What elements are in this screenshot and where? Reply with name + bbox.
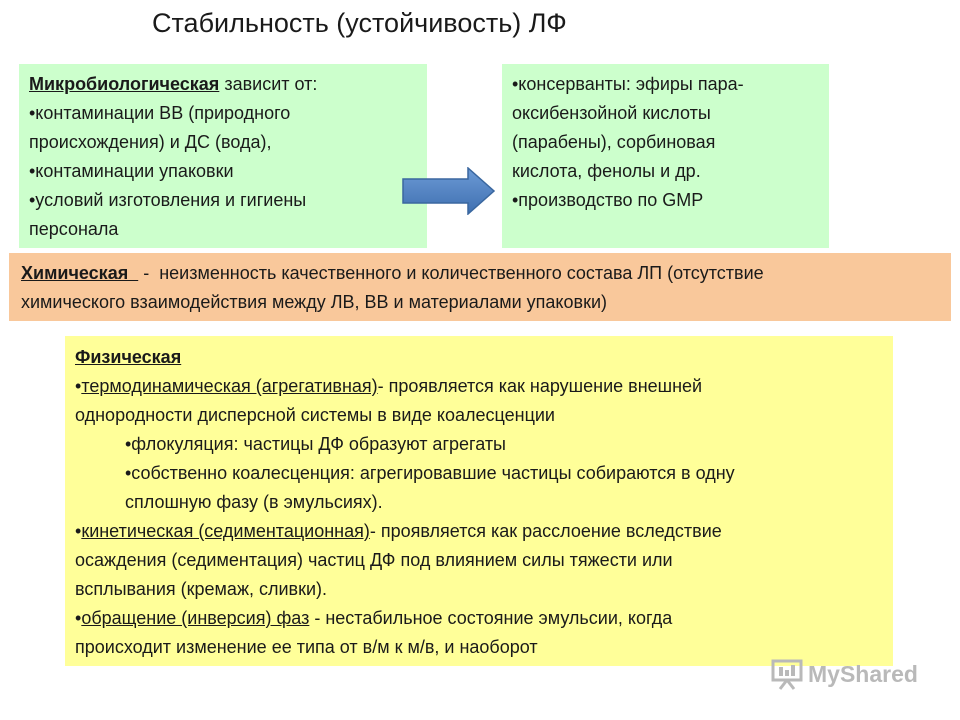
chemical-definition: - неизменность качественного и количественного состава ЛП (отсутствие bbox=[138, 263, 764, 283]
inversion-term: обращение (инверсия) фаз bbox=[81, 608, 310, 628]
preservatives-line: кислота, фенолы и др. bbox=[512, 161, 701, 181]
micro-line: •контаминации упаковки bbox=[29, 161, 234, 181]
chemical-line-2: химического взаимодействия между ЛВ, ВВ и материалами упаковки) bbox=[21, 292, 608, 312]
microbiological-box bbox=[19, 64, 427, 248]
chemical-line-1 bbox=[21, 259, 939, 288]
preservatives-line: оксибензойной кислоты bbox=[512, 103, 711, 123]
micro-heading-suffix: зависит от: bbox=[219, 74, 318, 94]
bullet: • bbox=[75, 521, 82, 541]
physical-heading: Физическая bbox=[75, 347, 182, 367]
bullet: • bbox=[75, 608, 82, 628]
thermo-term: термодинамическая (агрегативная) bbox=[81, 376, 378, 396]
thermo-line-2: однородности дисперсной системы в виде коалесценции bbox=[75, 405, 555, 425]
preservatives-line: •консерванты: эфиры пара- bbox=[512, 74, 744, 94]
preservatives-line: (парабены), сорбиновая bbox=[512, 132, 716, 152]
page-title: Стабильность (устойчивость) ЛФ bbox=[152, 8, 567, 38]
coalescence-line-2: сплошную фазу (в эмульсиях). bbox=[125, 492, 383, 512]
inversion-line-1 bbox=[75, 604, 883, 633]
kinetic-line-2: осаждения (седиментация) частиц ДФ под влиянием силы тяжести или bbox=[75, 550, 673, 570]
thermo-rest: - проявляется как нарушение внешней bbox=[377, 376, 703, 396]
inversion-rest: - нестабильное состояние эмульсии, когда bbox=[309, 608, 673, 628]
kinetic-line-3: всплывания (кремаж, сливки). bbox=[75, 579, 328, 599]
kinetic-rest: - проявляется как расслоение вследствие bbox=[369, 521, 722, 541]
presentation-board-icon bbox=[770, 658, 804, 690]
chemical-heading: Химическая bbox=[21, 263, 139, 283]
micro-heading: Микробиологическая bbox=[29, 74, 220, 94]
chemical-box bbox=[9, 253, 951, 321]
micro-line: происхождения) и ДС (вода), bbox=[29, 132, 272, 152]
coalescence-line-1: •собственно коалесценция: агрегировавшие частицы собираются в одну bbox=[125, 463, 735, 483]
preservatives-line: •производство по GMP bbox=[512, 190, 704, 210]
micro-line: персонала bbox=[29, 219, 119, 239]
kinetic-term: кинетическая (седиментационная) bbox=[81, 521, 370, 541]
physical-heading-line bbox=[75, 343, 883, 372]
inversion-line-2: происходит изменение ее типа от в/м к м/в, и наоборот bbox=[75, 637, 538, 657]
thermo-line-1 bbox=[75, 372, 883, 401]
bullet: • bbox=[75, 376, 82, 396]
micro-line: •условий изготовления и гигиены bbox=[29, 190, 307, 210]
watermark-text: MyShared bbox=[808, 660, 918, 687]
watermark bbox=[770, 656, 918, 692]
micro-line: •контаминации ВВ (природного bbox=[29, 103, 291, 123]
flocculation-line: •флокуляция: частицы ДФ образуют агрегаты bbox=[125, 434, 506, 454]
right-arrow-icon bbox=[402, 167, 496, 215]
kinetic-line-1 bbox=[75, 517, 883, 546]
physical-box bbox=[65, 336, 893, 666]
preservatives-box bbox=[502, 64, 829, 248]
micro-heading-line bbox=[29, 70, 417, 99]
